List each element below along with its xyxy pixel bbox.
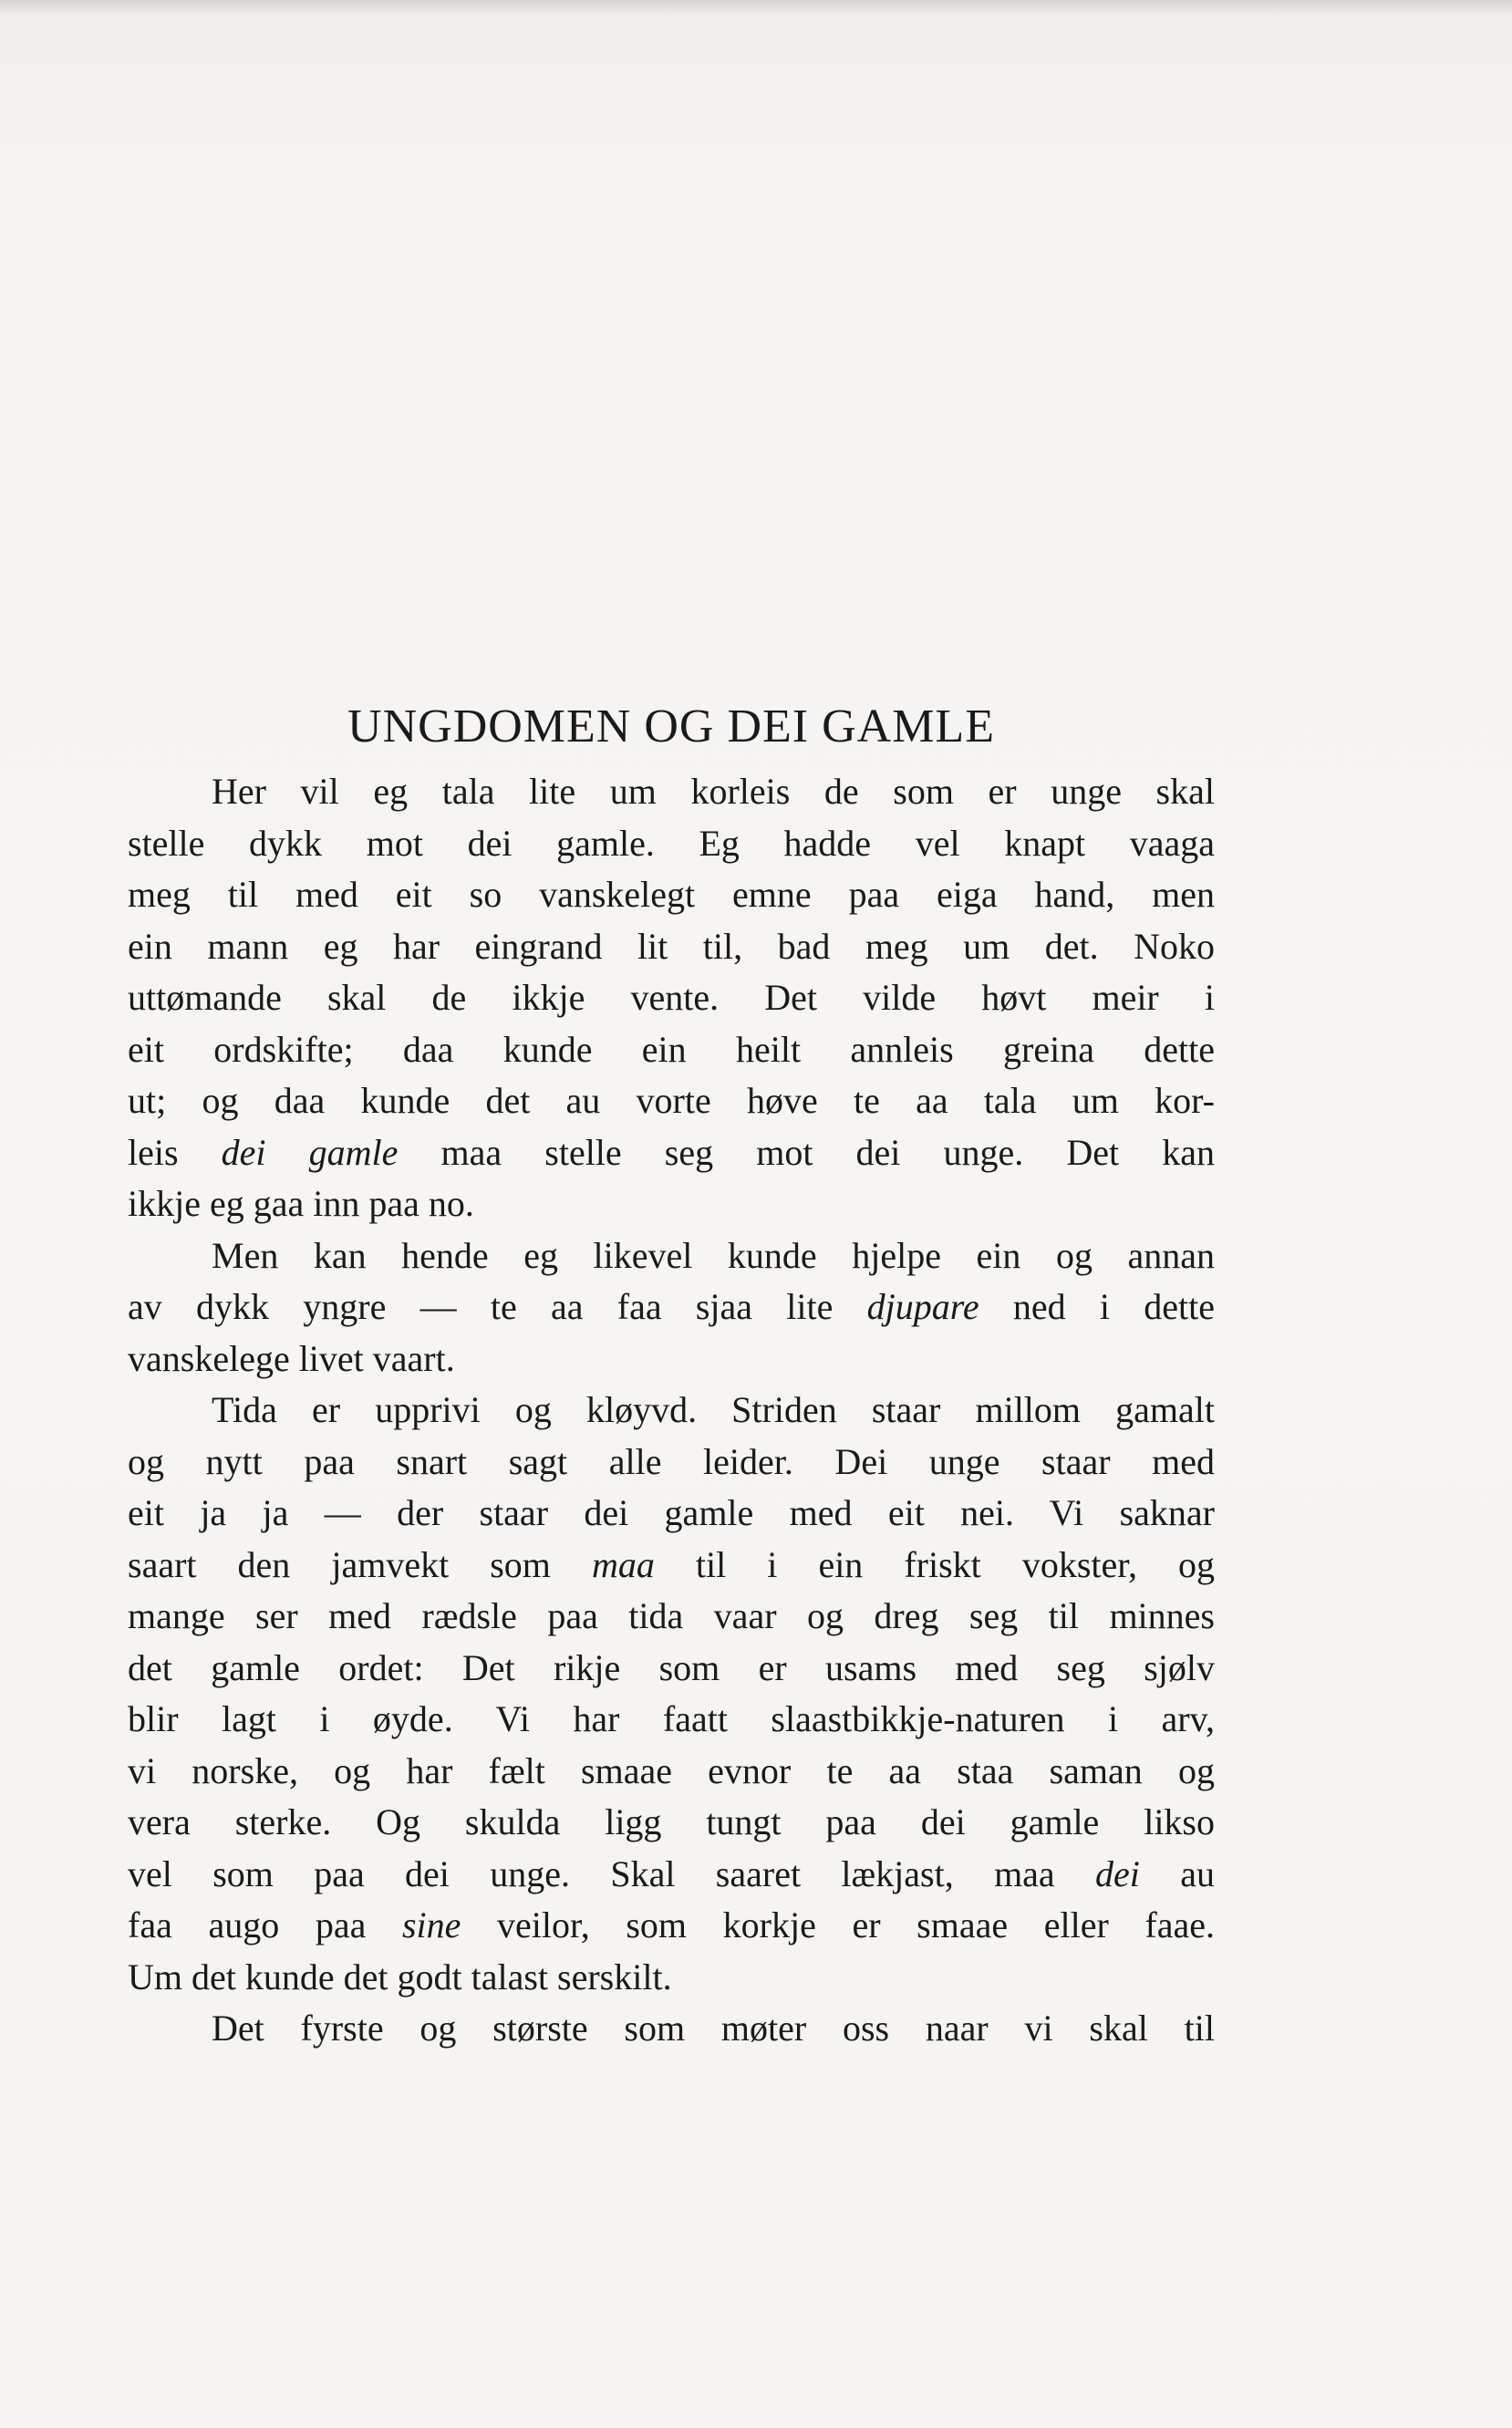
text-line: uttømande skal de ikkje vente. Det vilde høvt meir i xyxy=(128,977,1215,1018)
text-run: leis xyxy=(128,1131,179,1173)
paragraph-4 xyxy=(128,2003,1215,2055)
text-line: mange ser med rædsle paa tida vaar og dreg seg til minnes xyxy=(128,1595,1215,1636)
text-line: vera sterke. Og skulda ligg tungt paa dei gamle likso xyxy=(128,1801,1215,1842)
text-run: av dykk yngre — te aa faa sjaa lite xyxy=(128,1286,834,1327)
text-run: saart den jamvekt som xyxy=(128,1543,551,1585)
text-line-mixed xyxy=(128,1540,1215,1592)
paragraph-3 xyxy=(128,1385,1215,2003)
text-line: Her vil eg tala lite um korleis de som er unge skal xyxy=(212,771,1215,812)
text-run: faa augo paa xyxy=(128,1904,367,1946)
text-line-mixed xyxy=(128,1849,1215,1901)
text-run: maa stelle seg mot dei unge. Det kan xyxy=(440,1131,1216,1173)
text-line: meg til med eit so vanskelegt emne paa eiga hand, men xyxy=(128,874,1215,915)
chapter-title: UNGDOMEN OG DEI GAMLE xyxy=(347,700,995,752)
text-line: eit ja ja — der staar dei gamle med eit nei. Vi saknar xyxy=(128,1492,1215,1533)
text-line: vi norske, og har fælt smaae evnor te aa staa saman og xyxy=(128,1749,1215,1791)
page-top-edge xyxy=(0,0,1512,16)
text-line: ikkje eg gaa inn paa no. xyxy=(128,1183,474,1224)
text-run: vel som paa dei unge. Skal saaret lækjast, maa xyxy=(128,1852,1055,1894)
italic-run: maa xyxy=(591,1543,655,1585)
italic-run: djupare xyxy=(866,1286,979,1327)
italic-run: dei xyxy=(1095,1852,1140,1894)
text-line: ut; og daa kunde det au vorte høve te aa tala um kor- xyxy=(128,1080,1215,1121)
paragraph-2 xyxy=(128,1230,1215,1385)
text-line: og nytt paa snart sagt alle leider. Dei unge staar med xyxy=(128,1440,1215,1482)
italic-run: sine xyxy=(401,1904,461,1946)
italic-run: dei gamle xyxy=(221,1131,399,1173)
text-line: Men kan hende eg likevel kunde hjelpe ein og annan xyxy=(212,1234,1215,1276)
text-line: Det fyrste og største som møter oss naar vi skal til xyxy=(212,2008,1215,2049)
text-line: stelle dykk mot dei gamle. Eg hadde vel knapt vaaga xyxy=(128,822,1215,864)
text-run: til i ein friskt vokster, og xyxy=(695,1543,1216,1585)
text-line: eit ordskifte; daa kunde ein heilt annleis greina dette xyxy=(128,1028,1215,1070)
text-block xyxy=(128,695,1215,2055)
text-line-mixed xyxy=(128,1281,1215,1333)
text-line: vanskelege livet vaart. xyxy=(128,1337,455,1379)
text-run: veilor, som korkje er smaae eller faae. xyxy=(497,1904,1215,1946)
text-run: au xyxy=(1180,1852,1216,1894)
text-line-mixed xyxy=(128,1900,1215,1952)
paragraph-1 xyxy=(128,766,1215,1230)
text-line: Tida er upprivi og kløyvd. Striden staar millom gamalt xyxy=(212,1389,1215,1430)
text-line: det gamle ordet: Det rikje som er usams med seg sjølv xyxy=(128,1646,1215,1688)
text-line: blir lagt i øyde. Vi har faatt slaastbikkje-naturen i arv, xyxy=(128,1698,1215,1739)
text-line: ein mann eg har eingrand lit til, bad meg um det. Noko xyxy=(128,925,1215,967)
text-line-mixed xyxy=(128,1127,1215,1179)
text-run: ned i dette xyxy=(1012,1286,1216,1327)
text-line: Um det kunde det godt talast serskilt. xyxy=(128,1956,672,1997)
